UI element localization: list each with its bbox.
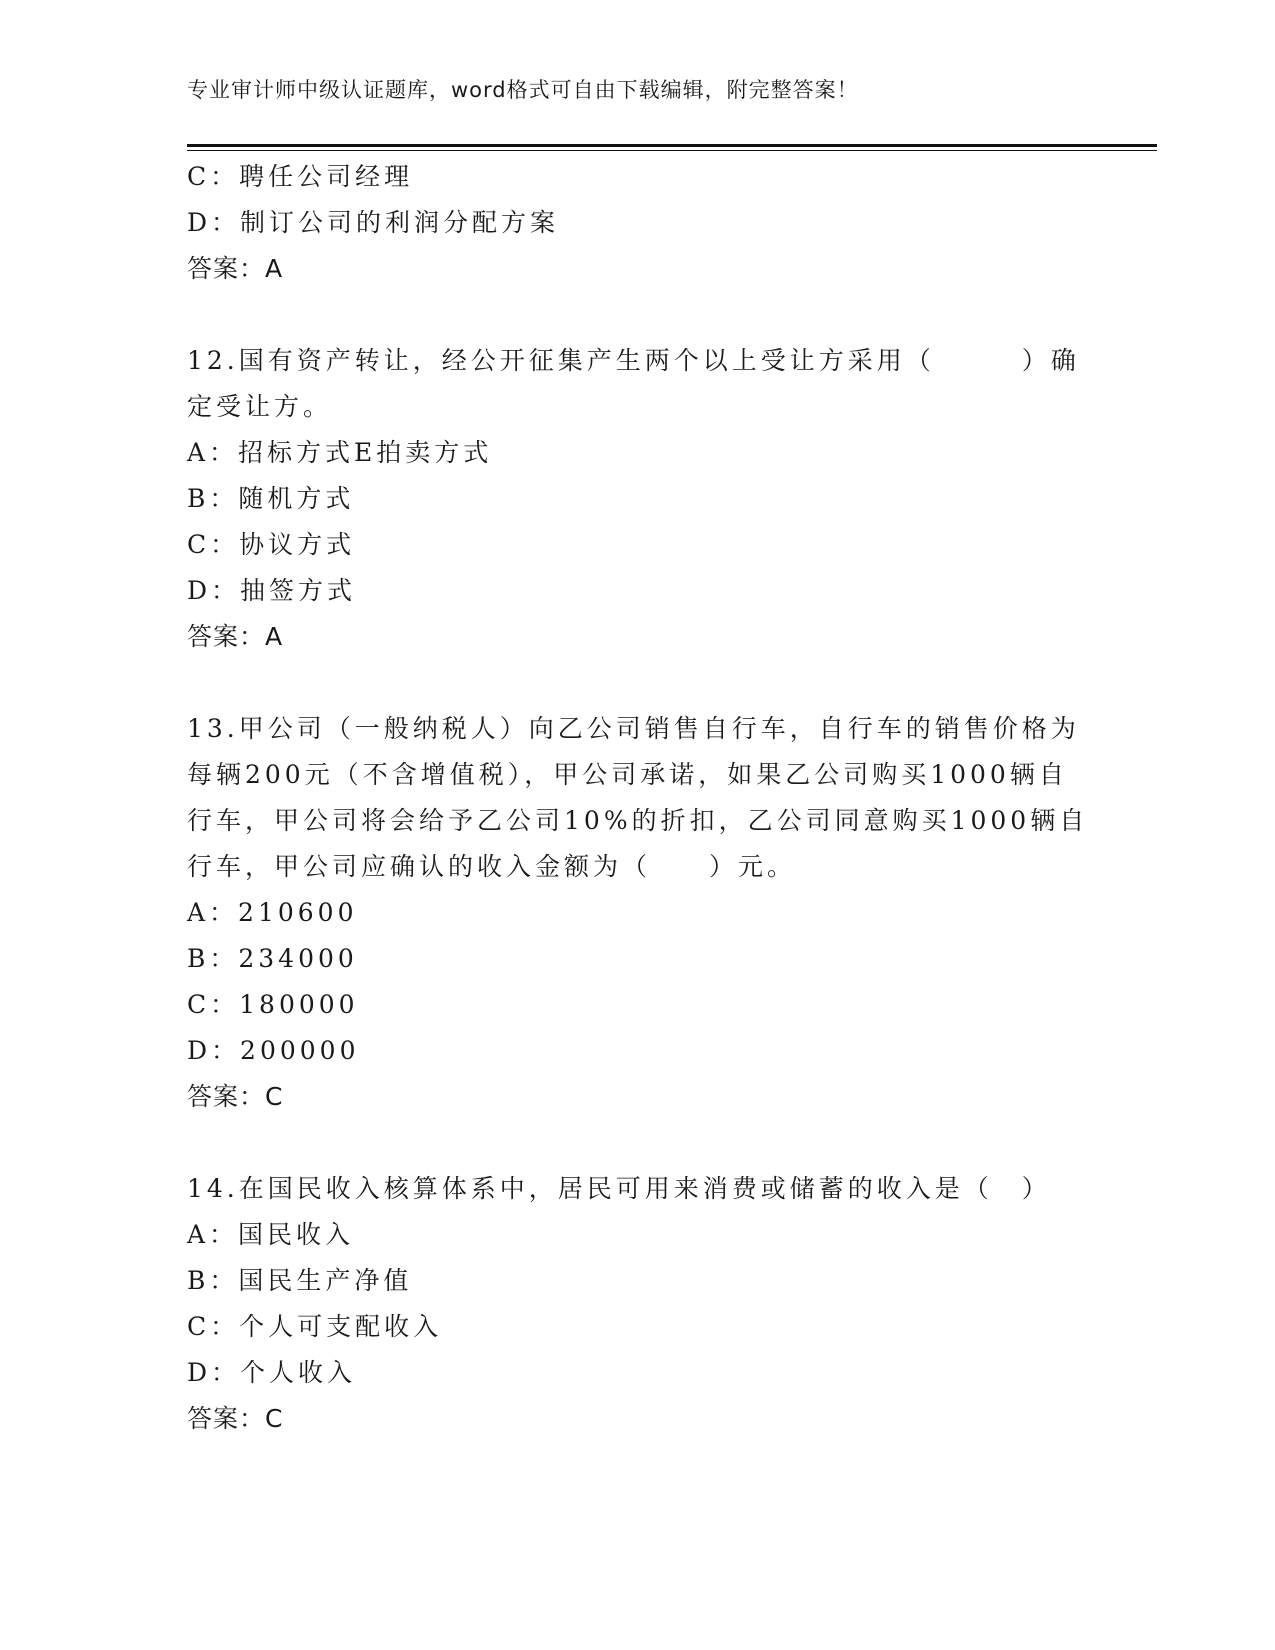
option-d: D：200000 [187,1036,360,1065]
header-rule-thick [187,144,1157,147]
question-stem-line: 定受让方。 [187,392,333,421]
answer: 答案：C [187,1404,284,1433]
option-d: D：抽签方式 [187,576,357,605]
question-13 [187,706,1087,1120]
page-header: 专业审计师中级认证题库，word格式可自由下载编辑，附完整答案！ [187,78,859,102]
question-14 [187,1166,1087,1442]
header-rule-thin [187,150,1157,151]
option-c: C：聘任公司经理 [187,162,414,191]
question-stem-line: 每辆200元（不含增值税），甲公司承诺，如果乙公司购买1000辆自 [187,760,1068,789]
option-b: B：234000 [187,944,358,973]
option-a: A：招标方式E拍卖方式 [187,438,493,467]
option-d: D：制订公司的利润分配方案 [187,208,560,237]
option-c: C：个人可支配收入 [187,1312,443,1341]
answer: 答案：A [187,254,284,283]
question-stem-line: 13.甲公司（一般纳税人）向乙公司销售自行车，自行车的销售价格为 [187,714,1080,743]
question-stem-line: 14.在国民收入核算体系中，居民可用来消费或储蓄的收入是（ ） [187,1174,1051,1203]
question-stem-line: 行车，甲公司应确认的收入金额为（ ）元。 [187,852,797,881]
option-c: C：180000 [187,990,359,1019]
option-c: C：协议方式 [187,530,356,559]
answer: 答案：C [187,1082,284,1111]
question-content [187,154,1087,1442]
question-stem-line: 12.国有资产转让，经公开征集产生两个以上受让方采用（ ）确 [187,346,1080,375]
question-stem-line: 行车，甲公司将会给予乙公司10%的折扣，乙公司同意购买1000辆自 [187,806,1089,835]
question-12 [187,338,1087,660]
option-a: A：210600 [187,898,358,927]
option-a: A：国民收入 [187,1220,355,1249]
option-b: B：随机方式 [187,484,355,513]
answer: 答案：A [187,622,284,651]
question-11 [187,154,1087,292]
option-b: B：国民生产净值 [187,1266,413,1295]
option-d: D：个人收入 [187,1358,357,1387]
